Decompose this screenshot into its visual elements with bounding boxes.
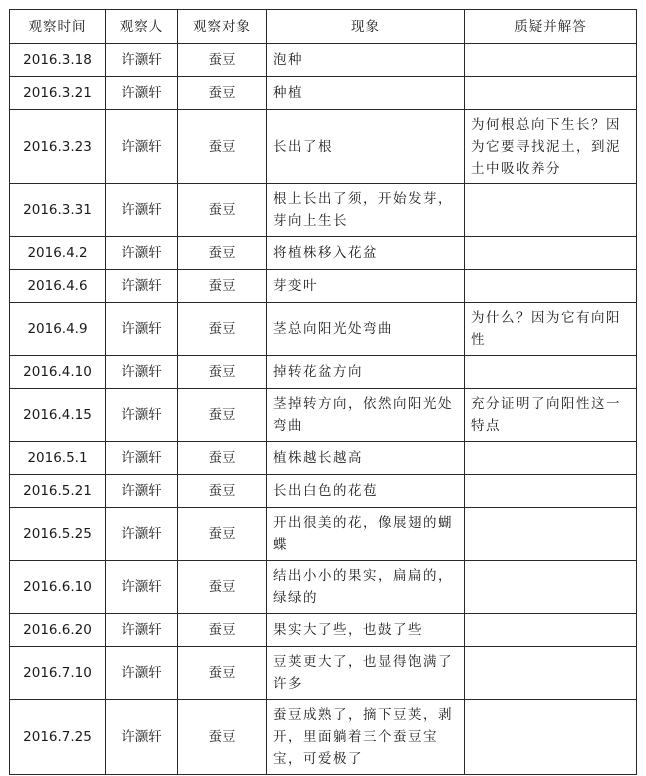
cell-date: 2016.7.10 <box>10 647 106 700</box>
cell-observer: 许灏轩 <box>106 614 178 647</box>
cell-observer: 许灏轩 <box>106 389 178 442</box>
cell-date: 2016.3.18 <box>10 44 106 77</box>
cell-qa: 为什么？因为它有向阳性 <box>465 303 637 356</box>
cell-object: 蚕豆 <box>178 508 267 561</box>
cell-observer: 许灏轩 <box>106 561 178 614</box>
cell-object: 蚕豆 <box>178 614 267 647</box>
cell-qa <box>465 475 637 508</box>
cell-phenomenon: 豆荚更大了，也显得饱满了许多 <box>267 647 465 700</box>
cell-object: 蚕豆 <box>178 389 267 442</box>
cell-date: 2016.5.25 <box>10 508 106 561</box>
cell-qa <box>465 442 637 475</box>
table-row <box>10 508 637 561</box>
cell-phenomenon: 泡种 <box>267 44 465 77</box>
cell-observer: 许灏轩 <box>106 475 178 508</box>
cell-phenomenon: 长出了根 <box>267 110 465 184</box>
cell-date: 2016.3.31 <box>10 184 106 237</box>
table-row <box>10 442 637 475</box>
cell-qa <box>465 508 637 561</box>
cell-date: 2016.4.2 <box>10 237 106 270</box>
table-row <box>10 700 637 775</box>
table-row <box>10 303 637 356</box>
cell-object: 蚕豆 <box>178 442 267 475</box>
cell-object: 蚕豆 <box>178 303 267 356</box>
cell-object: 蚕豆 <box>178 561 267 614</box>
cell-date: 2016.4.6 <box>10 270 106 303</box>
cell-date: 2016.5.1 <box>10 442 106 475</box>
cell-object: 蚕豆 <box>178 110 267 184</box>
cell-qa: 充分证明了向阳性这一特点 <box>465 389 637 442</box>
cell-date: 2016.5.21 <box>10 475 106 508</box>
table-row <box>10 389 637 442</box>
cell-object: 蚕豆 <box>178 270 267 303</box>
cell-phenomenon: 果实大了些，也鼓了些 <box>267 614 465 647</box>
header-qa: 质疑并解答 <box>465 10 637 44</box>
cell-qa <box>465 270 637 303</box>
cell-qa <box>465 237 637 270</box>
observation-table <box>9 9 637 775</box>
cell-object: 蚕豆 <box>178 237 267 270</box>
cell-phenomenon: 掉转花盆方向 <box>267 356 465 389</box>
cell-phenomenon: 蚕豆成熟了，摘下豆荚，剥开，里面躺着三个蚕豆宝宝，可爱极了 <box>267 700 465 775</box>
cell-phenomenon: 长出白色的花苞 <box>267 475 465 508</box>
cell-qa <box>465 614 637 647</box>
cell-date: 2016.3.21 <box>10 77 106 110</box>
cell-date: 2016.3.23 <box>10 110 106 184</box>
cell-object: 蚕豆 <box>178 647 267 700</box>
cell-phenomenon: 植株越长越高 <box>267 442 465 475</box>
cell-observer: 许灏轩 <box>106 44 178 77</box>
table-row <box>10 77 637 110</box>
header-date: 观察时间 <box>10 10 106 44</box>
table-row <box>10 184 637 237</box>
cell-observer: 许灏轩 <box>106 237 178 270</box>
table-row <box>10 475 637 508</box>
table-row <box>10 237 637 270</box>
cell-qa <box>465 700 637 775</box>
table-row <box>10 561 637 614</box>
cell-date: 2016.4.9 <box>10 303 106 356</box>
table-header-row <box>10 10 637 44</box>
table-row <box>10 110 637 184</box>
cell-phenomenon: 茎总向阳光处弯曲 <box>267 303 465 356</box>
cell-observer: 许灏轩 <box>106 442 178 475</box>
cell-qa <box>465 356 637 389</box>
cell-observer: 许灏轩 <box>106 77 178 110</box>
cell-observer: 许灏轩 <box>106 508 178 561</box>
cell-object: 蚕豆 <box>178 700 267 775</box>
cell-date: 2016.6.10 <box>10 561 106 614</box>
cell-object: 蚕豆 <box>178 475 267 508</box>
cell-observer: 许灏轩 <box>106 110 178 184</box>
cell-phenomenon: 种植 <box>267 77 465 110</box>
table-row <box>10 356 637 389</box>
cell-phenomenon: 根上长出了须，开始发芽，芽向上生长 <box>267 184 465 237</box>
cell-qa <box>465 647 637 700</box>
cell-observer: 许灏轩 <box>106 700 178 775</box>
header-phenomenon: 现象 <box>267 10 465 44</box>
cell-phenomenon: 将植株移入花盆 <box>267 237 465 270</box>
cell-date: 2016.4.15 <box>10 389 106 442</box>
cell-qa <box>465 77 637 110</box>
cell-observer: 许灏轩 <box>106 356 178 389</box>
table-row <box>10 270 637 303</box>
header-observer: 观察人 <box>106 10 178 44</box>
cell-object: 蚕豆 <box>178 44 267 77</box>
cell-observer: 许灏轩 <box>106 303 178 356</box>
cell-phenomenon: 芽变叶 <box>267 270 465 303</box>
cell-date: 2016.4.10 <box>10 356 106 389</box>
cell-observer: 许灏轩 <box>106 270 178 303</box>
cell-phenomenon: 茎掉转方向，依然向阳光处弯曲 <box>267 389 465 442</box>
cell-qa <box>465 184 637 237</box>
cell-date: 2016.7.25 <box>10 700 106 775</box>
cell-object: 蚕豆 <box>178 356 267 389</box>
cell-phenomenon: 结出小小的果实，扁扁的，绿绿的 <box>267 561 465 614</box>
cell-object: 蚕豆 <box>178 184 267 237</box>
cell-observer: 许灏轩 <box>106 184 178 237</box>
cell-phenomenon: 开出很美的花，像展翅的蝴蝶 <box>267 508 465 561</box>
cell-qa <box>465 561 637 614</box>
cell-date: 2016.6.20 <box>10 614 106 647</box>
cell-qa <box>465 44 637 77</box>
cell-observer: 许灏轩 <box>106 647 178 700</box>
table-row <box>10 647 637 700</box>
cell-object: 蚕豆 <box>178 77 267 110</box>
header-object: 观察对象 <box>178 10 267 44</box>
table-row <box>10 614 637 647</box>
cell-qa: 为何根总向下生长？因为它要寻找泥土，到泥土中吸收养分 <box>465 110 637 184</box>
table-row <box>10 44 637 77</box>
